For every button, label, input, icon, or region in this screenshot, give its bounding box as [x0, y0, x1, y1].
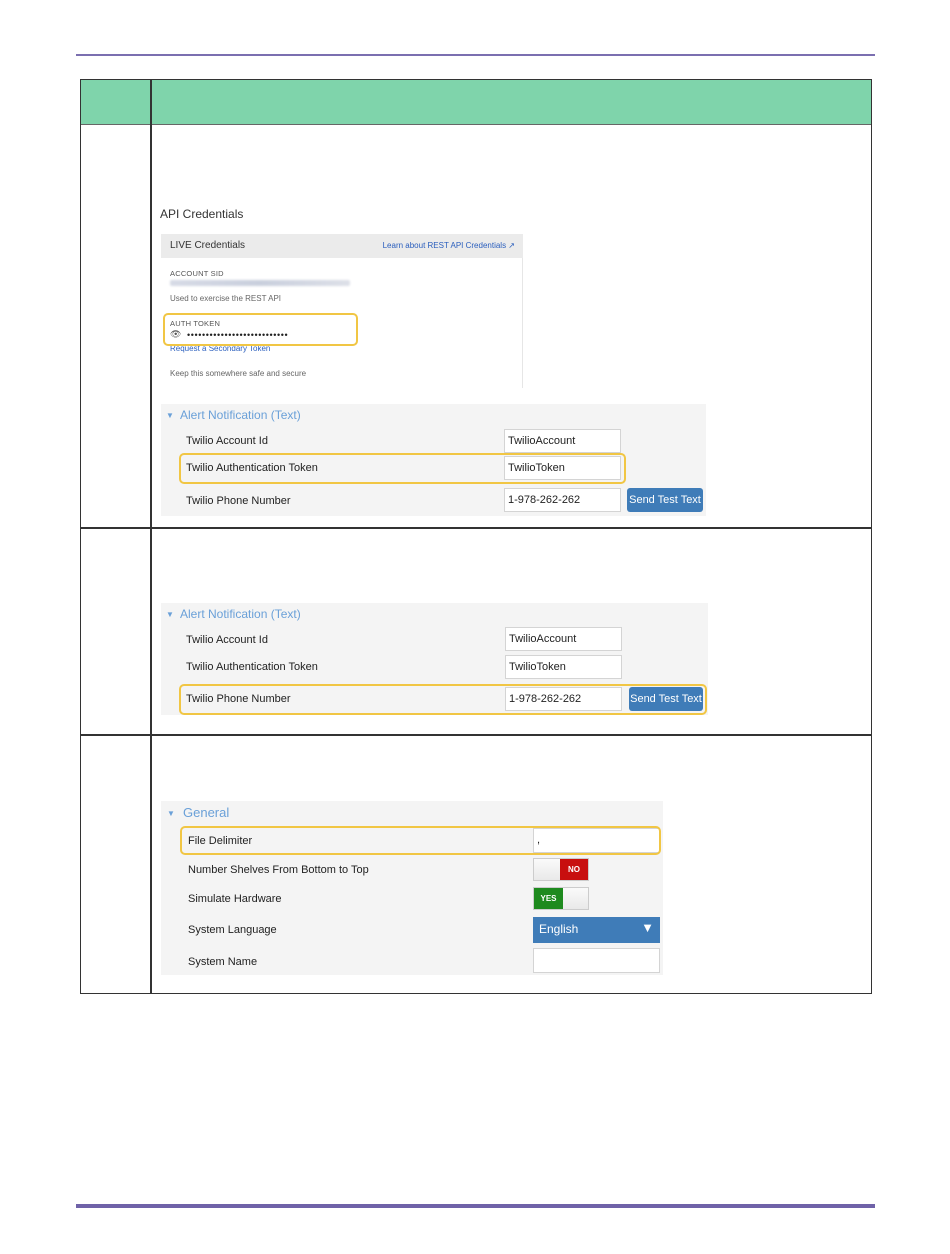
twilio-account-id-input[interactable]: TwilioAccount — [505, 627, 622, 651]
dropdown-arrow-icon: ▼ — [641, 920, 654, 935]
system-name-label: System Name — [188, 956, 258, 968]
twilio-phone-number-input[interactable]: 1-978-262-262 — [505, 687, 622, 711]
account-sid-hint: Used to exercise the REST API — [170, 294, 282, 303]
twilio-phone-number-label: Twilio Phone Number — [186, 693, 291, 705]
system-language-label: System Language — [188, 924, 277, 936]
bottom-rule — [76, 1204, 875, 1208]
phone-number-row-highlight — [179, 684, 707, 715]
twilio-auth-token-label: Twilio Authentication Token — [186, 462, 318, 474]
row-divider-1 — [81, 527, 871, 529]
keep-safe-note: Keep this somewhere safe and secure — [170, 369, 307, 378]
simulate-hardware-toggle[interactable] — [533, 887, 589, 910]
account-sid-value-blurred — [170, 280, 350, 286]
twilio-phone-number-label: Twilio Phone Number — [186, 495, 291, 507]
chevron-down-icon[interactable]: ▼ — [166, 411, 174, 420]
column-divider — [150, 80, 152, 993]
number-shelves-toggle[interactable] — [533, 858, 589, 881]
send-test-text-button[interactable]: Send Test Text — [629, 687, 703, 711]
system-language-select[interactable] — [533, 917, 660, 943]
twilio-account-id-label: Twilio Account Id — [186, 435, 268, 447]
simulate-hardware-label: Simulate Hardware — [188, 893, 282, 905]
file-delimiter-row-highlight — [180, 826, 661, 855]
chevron-down-icon[interactable]: ▼ — [167, 809, 175, 818]
auth-token-label: AUTH TOKEN — [170, 319, 221, 328]
learn-rest-credentials-link[interactable]: Learn about REST API Credentials ↗ — [382, 241, 515, 250]
top-rule — [76, 54, 875, 56]
request-secondary-token-link[interactable]: Request a Secondary Token — [170, 344, 271, 353]
account-sid-label: ACCOUNT SID — [170, 269, 224, 278]
eye-icon[interactable]: 👁 — [170, 329, 182, 339]
chevron-down-icon[interactable]: ▼ — [166, 610, 174, 619]
toggle-no-state: NO — [560, 859, 588, 880]
twilio-phone-number-input[interactable]: 1-978-262-262 — [504, 488, 621, 512]
send-test-text-button[interactable]: Send Test Text — [627, 488, 703, 512]
live-credentials-label: LIVE Credentials — [170, 240, 246, 251]
system-name-input[interactable] — [533, 948, 660, 973]
twilio-account-id-input[interactable]: TwilioAccount — [504, 429, 621, 453]
alert-notification-title[interactable]: Alert Notification (Text) — [180, 408, 301, 422]
system-language-value: English — [539, 922, 579, 936]
api-credentials-title: API Credentials — [160, 207, 244, 221]
table-header — [81, 80, 871, 125]
alert-notification-title[interactable]: Alert Notification (Text) — [180, 607, 301, 621]
auth-token-row-highlight — [179, 453, 626, 484]
auth-token-highlight — [163, 313, 358, 346]
twilio-auth-token-input[interactable]: TwilioToken — [504, 456, 621, 480]
file-delimiter-label: File Delimiter — [188, 835, 253, 847]
file-delimiter-input[interactable]: , — [533, 828, 660, 853]
auth-token-masked: ••••••••••••••••••••••••••• — [187, 330, 289, 340]
twilio-account-id-label: Twilio Account Id — [186, 634, 268, 646]
number-shelves-label: Number Shelves From Bottom to Top — [188, 864, 369, 876]
live-credentials-card — [161, 234, 523, 388]
live-credentials-header — [161, 234, 523, 258]
toggle-yes-state: YES — [534, 888, 563, 909]
general-section-title[interactable]: General — [183, 805, 230, 820]
twilio-auth-token-input[interactable]: TwilioToken — [505, 655, 622, 679]
twilio-auth-token-label: Twilio Authentication Token — [186, 661, 318, 673]
row-divider-2 — [81, 734, 871, 736]
